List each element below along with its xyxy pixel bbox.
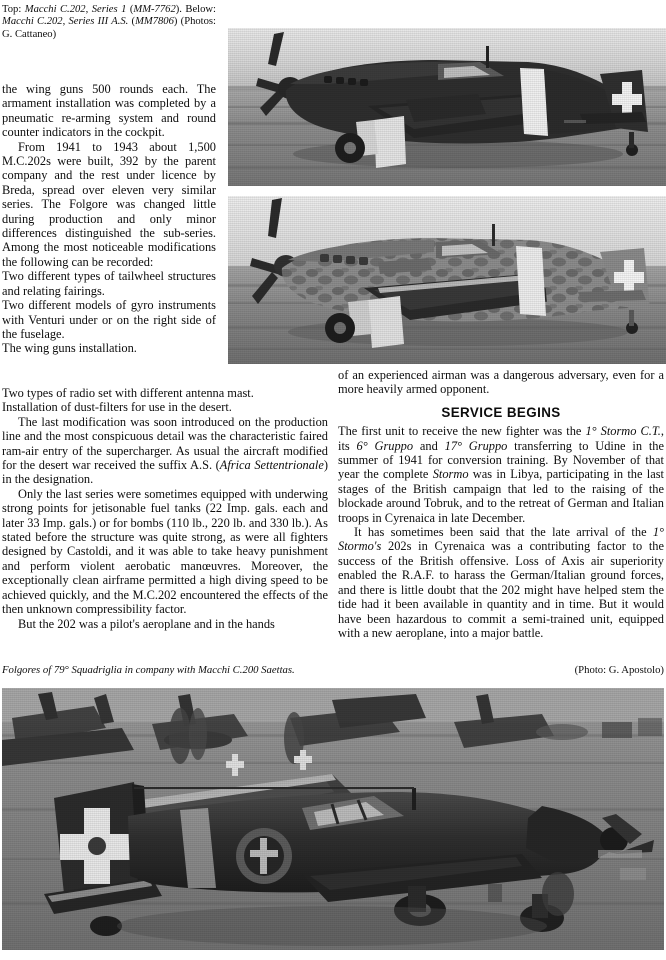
section-heading-service-begins: SERVICE BEGINS [441, 404, 561, 420]
folgores-79-squadriglia-photo [2, 688, 664, 950]
left-column-wide [2, 386, 328, 631]
paragraph-0: Two types of radio set with different antenna mast. [2, 386, 254, 400]
paragraph-0: The first unit to receive the new fighter was the 1° Stormo C.T., its 6° Gruppo and 17° Gruppo transferring to Udine in the summer of 1941 for conversion training. By November of that year the complete Stormo was in Libya, participating in the last stages of the British campaign that led to the raising of the blockade around Tobruk, and to the retreat of German and Italian troops in Cyrenaica in late December. [338, 424, 665, 525]
macchi-c202-series-3-as-photo [228, 196, 666, 364]
paragraph-1: From 1941 to 1943 about 1,500 M.C.202s were built, 392 by the parent company and the rest under licence by Breda, spread over eleven very similar series. The Folgore was changed little during production and only minor differences distinguished the sub-series. Among the most noticeable modifications the following can be recorded: [2, 139, 216, 269]
paragraph-2: Two different types of tailwheel structures and relating fairings. [2, 269, 216, 298]
paragraph-3: Two different models of gyro instruments with Venturi under or on the right side of the fuselage. [2, 298, 216, 341]
paragraph-2: The last modification was soon introduced on the production line and the most conspicuous detail was the characteristic faired ram-air entry of the supercharger. As usual the aircraft modified for the desert war received the suffix A.S. (Africa Settentrionale) in the designation. [2, 414, 328, 487]
left-column-narrow [2, 82, 216, 356]
paragraph-4: But the 202 was a pilot's aeroplane and in the hands [18, 616, 275, 631]
paragraph-1: Installation of dust-filters for use in the desert. [2, 400, 232, 415]
paragraph-3: Only the last series were sometimes equipped with underwing strong points for jetisonable fuel tanks (22 Imp. gals. each and later 33 Imp. gals.) or for bombs (110 lb., 220 lb. and 330 lb.). As stated before the structure was quite strong, as were all fighters designed by Castoldi, and it was able to take heavy punishment and perform violent aerobatic manœuvres. Moreover, the exceptionally clean airframe permitted a high diving speed to be achieved quickly, and the M.C.202 encountered the effects of the then unknown compressibility factor. [2, 486, 328, 617]
right-column-lead-paragraph: of an experienced airman was a dangerous adversary, even for a more heavily armed opponent. [338, 368, 664, 397]
bottom-photo-credit: (Photo: G. Apostolo) [574, 664, 664, 676]
paragraph-0: the wing guns 500 rounds each. The armament installation was completed by a pneumatic re-arming system and round counter indicators in the cockpit. [2, 82, 216, 140]
bottom-photo-caption: Folgores of 79° Squadriglia in company with Macchi C.200 Saettas. [2, 664, 295, 676]
top-photos-caption: Top: Macchi C.202, Series 1 (MM-7762). Below: Macchi C.202, Series III A.S. (MM7806) (Photos: G. Cattaneo) [2, 4, 216, 40]
paragraph-1: It has sometimes been said that the late arrival of the 1° Stormo's 202s in Cyrenaica was a contributing factor to the success of the British offensive. Loss of Axis air superiority enabled the R.A.F. to harass the German/Italian ground forces, and there is little doubt that the 202 might have helped stem the tide had it been available in quantity and in time. But it would have been hazardous to commit a semi-trained unit, equipped with a new aeroplane, into a major battle. [338, 525, 664, 640]
macchi-c202-series-1-photo [228, 28, 666, 186]
right-column [338, 368, 664, 640]
bottom-photo-caption-row [2, 664, 664, 676]
paragraph-4: The wing guns installation. [2, 341, 137, 356]
right-column-body [338, 424, 664, 640]
